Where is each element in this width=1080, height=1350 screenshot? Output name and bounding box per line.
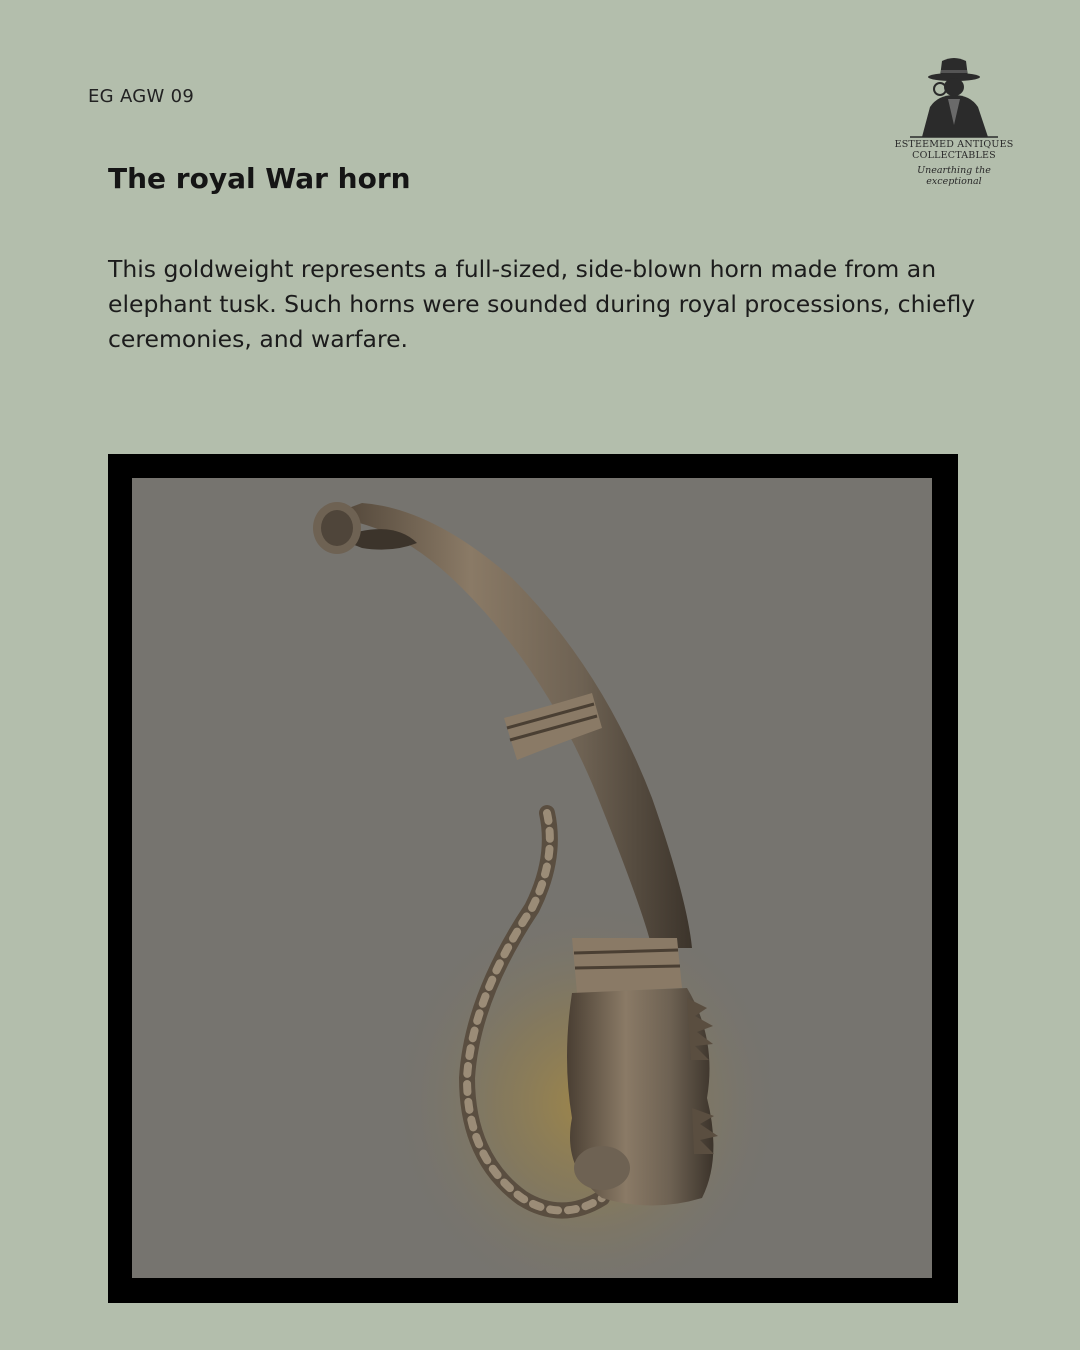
page-title: The royal War horn — [108, 162, 411, 195]
brand-name — [890, 139, 1018, 161]
artifact-photo — [132, 478, 932, 1278]
brand-line-1: ESTEEMED ANTIQUES — [894, 139, 1014, 150]
brand-logo — [890, 55, 1020, 187]
photo-frame — [108, 454, 958, 1303]
brand-line-2: COLLECTABLES — [912, 150, 996, 161]
description-text: This goldweight represents a full-sized, side-blown horn made from an elephant tusk. Such horns were sounded during royal processions, chiefly ceremonies, and warfare. — [108, 255, 976, 353]
item-code: EG AGW 09 — [88, 86, 195, 107]
detective-silhouette-icon — [902, 55, 1006, 139]
brand-tagline: Unearthing the exceptional — [917, 165, 991, 187]
brass-horn-image — [132, 478, 932, 1278]
